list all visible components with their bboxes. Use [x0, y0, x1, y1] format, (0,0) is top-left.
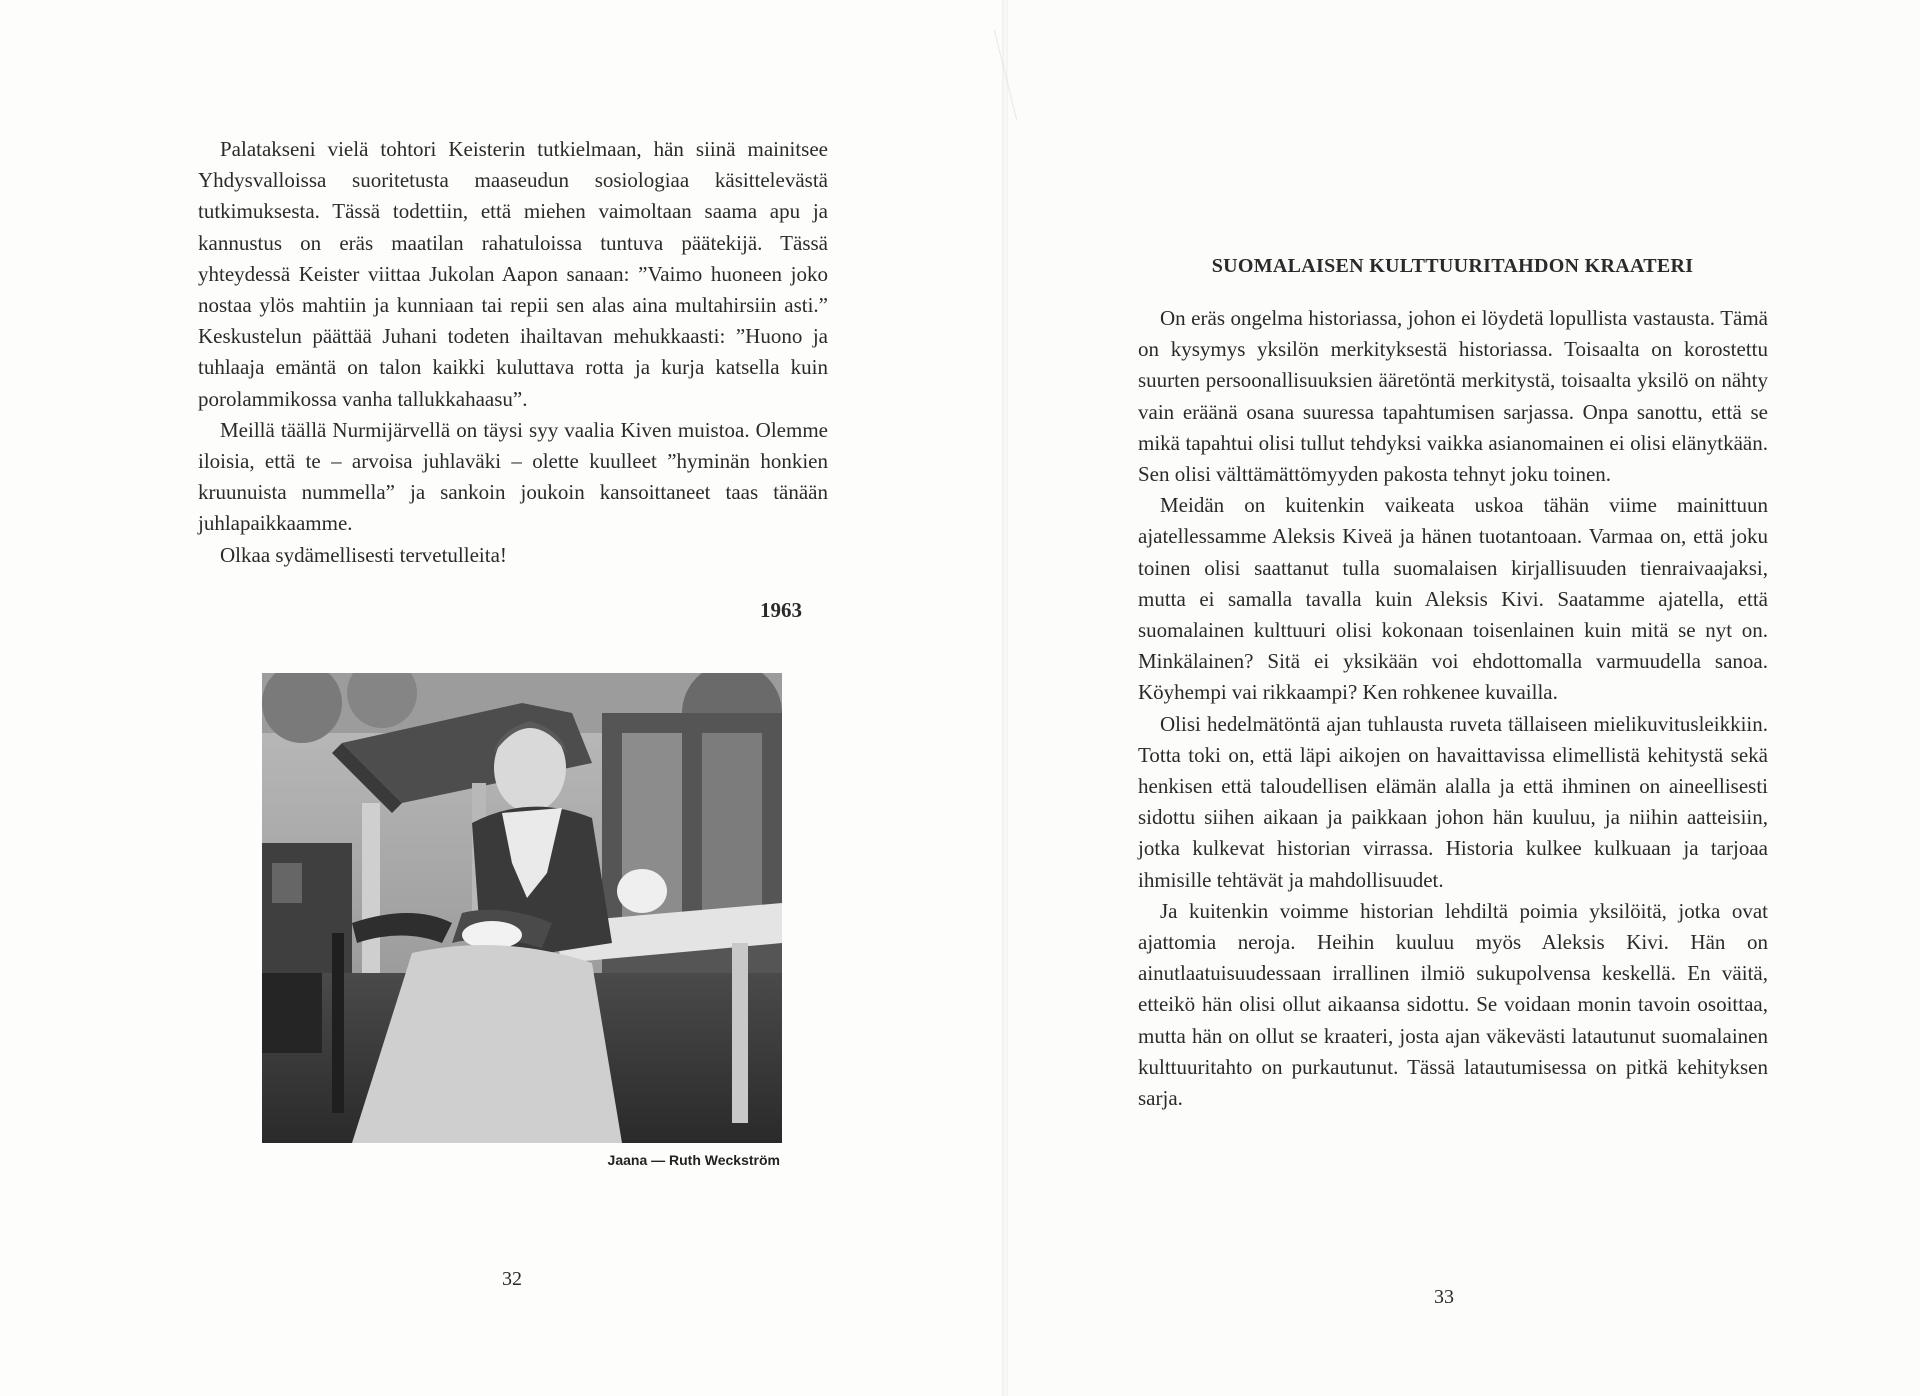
left-paragraph-2: Meillä täällä Nurmijärvellä on täysi syy vaalia Kiven muistoa. Olemme iloisia, että te – arvoisa juhlaväki – olette kuulleet ”hyminän honkien kruunuista nummella” ja sankoin joukoin kansoittaneet taas tänään juhlapaikkaamme. — [198, 417, 828, 536]
left-paragraph-1: Palatakseni vielä tohtori Keisterin tutkielmaan, hän siinä mainitsee Yhdysvalloissa suoritetusta maaseudun sosiologiaa käsittelevästä tutkimuksesta. Tässä todettiin, että miehen vaimoltaan saama apu ja kannustus on eräs maatilan rahatuloissa tuntuva päätekijä. Tässä yhteydessä Keister viittaa Jukolan Aapon sanaan: ”Vaimo huoneen joko nostaa ylös mahtiin ja kunniaan tai repii sen alas aina multahirsiin asti.” Keskustelun päättää Juhani todeten ihailtavan mehukkaasti: ”Huono ja tuhlaaja emäntä on talon kaikki kuluttava rotta ja kurja katsella kuin porolammikossa vanha tallukkahaasu”. — [198, 137, 828, 411]
photo-caption — [262, 1152, 782, 1168]
photograph-jaana — [262, 673, 782, 1143]
year-label: 1963 — [760, 598, 802, 622]
right-paragraph-2: Meidän on kuitenkin vaikeata uskoa tähän viime mainittuun ajatellessamme Aleksis Kiveä ja hänen tuotantoaan. Varmaa on, että joku toinen olisi saattanut tulla suomalaisen kirjallisuuden tienraivaajaksi, mutta ei samalla tavalla kuin Aleksis Kivi. Saatamme ajatella, että suomalainen kulttuuri olisi kokonaan toisenlainen kuin mitä se nyt on. Minkälainen? Sitä ei yksikään voi ehdottomalla varmuudella sanoa. Köyhempi vai rikkaampi? Ken rohkenee kuvailla. — [1138, 493, 1768, 705]
right-paragraph-3: Olisi hedelmätöntä ajan tuhlausta ruveta tällaiseen mielikuvitusleikkiin. Totta toki on, että läpi aikojen on havaittavissa elimellistä kehitystä sekä henkisen että taloudellisen elämän alalla ja että ihminen on aineellisesti sidottu siihen aikaan ja paikkaan johon hän kuuluu, ja niihin aatteisiin, jotka kulkevat historian virrassa. Historia kulkee kulkuaan ja tarjoaa ihmisille tehtävät ja mahdollisuudet. — [1138, 711, 1768, 892]
left-page-body — [198, 134, 828, 571]
right-paragraph-4: Ja kuitenkin voimme historian lehdiltä poimia yksilöitä, jotka ovat ajattomia neroja. Heihin kuuluu myös Aleksis Kivi. Hän on ainutlaatuisuudessaan irrallinen ilmiö sukupolvensa keskellä. En väitä, etteikö hän olisi ollut aikaansa sidottu. Se voidaan monin tavoin osoittaa, mutta hän on ollut se kraateri, josta ajan väkevästi latautunut suomalainen kulttuuritahto on purkautunut. Tässä latautumisessa on pitkä kehityksen sarja. — [1138, 898, 1768, 1111]
photo-caption-text: Jaana — Ruth Weckström — [607, 1152, 780, 1168]
right-paragraph-1: On eräs ongelma historiassa, johon ei löydetä lopullista vastausta. Tämä on kysymys yksilön merkityksestä historiassa. Toisaalta on korostettu suurten persoonallisuuksien ääretöntä merkitystä, toisaalta yksilö on nähty vain eräänä osana suuressa tapahtumisen sarjassa. Onpa sanottu, että se mikä tapahtui olisi tullut tehdyksi vaikka asianomainen ei olisi elänytkään. Sen olisi välttämättömyyden pakosta tehnyt joku toinen. — [1138, 306, 1768, 487]
page-number-left: 32 — [502, 1268, 522, 1290]
chapter-heading: SUOMALAISEN KULTTUURITAHDON KRAATERI — [1211, 255, 1694, 277]
left-paragraph-3: Olkaa sydämellisesti tervetulleita! — [220, 542, 507, 567]
book-spine — [1002, 0, 1008, 1396]
right-page-body — [1138, 303, 1768, 1114]
page-number-right: 33 — [1434, 1286, 1454, 1308]
